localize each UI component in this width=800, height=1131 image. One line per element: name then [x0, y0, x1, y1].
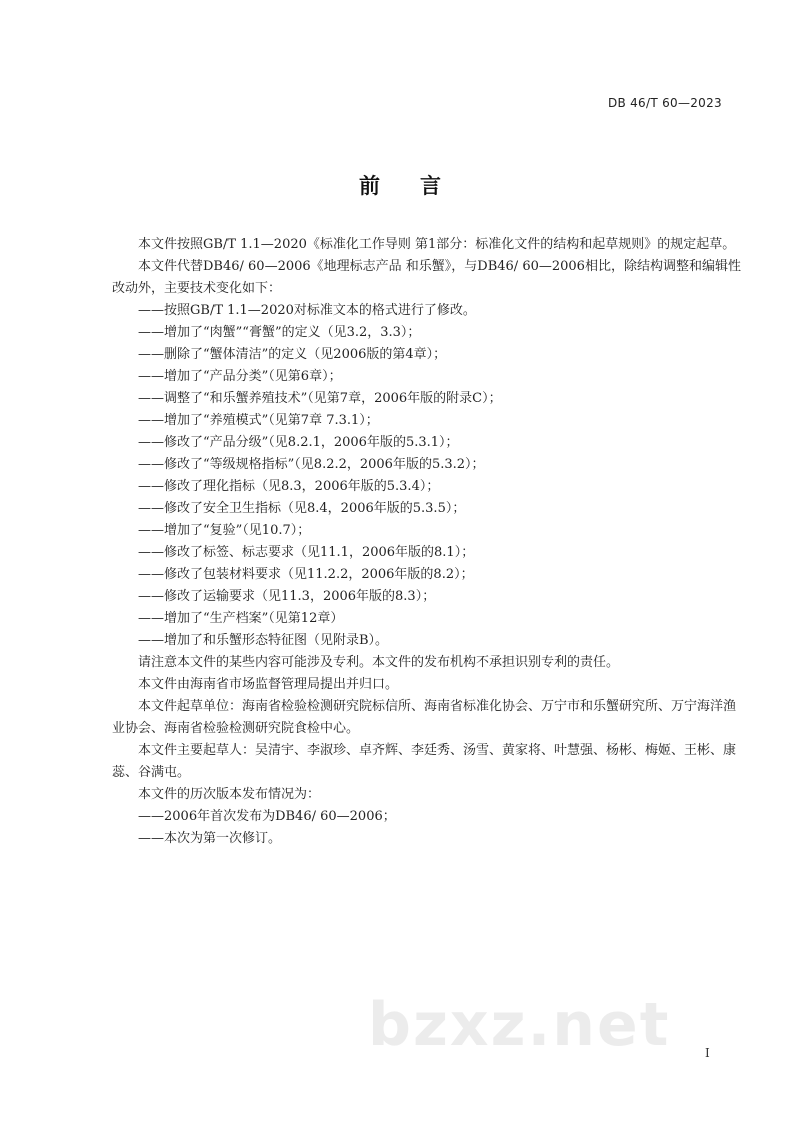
change-item: ——修改了运输要求（见11.3，2006年版的8.3）；	[138, 589, 436, 604]
history-item: ——2006年首次发布为DB46/ 60—2006；	[138, 809, 396, 824]
change-item: ——修改了安全卫生指标（见8.4，2006年版的5.3.5）；	[138, 501, 466, 516]
change-item: ——修改了包装材料要求（见11.2.2，2006年版的8.2）；	[138, 567, 474, 582]
paragraph-drafting-rules: 本文件按照GB/T 1.1—2020《标准化工作导则 第1部分：标准化文件的结构和起草规则》的规定起草。	[138, 237, 736, 252]
title-char-2: 言	[420, 174, 441, 198]
change-item: ——调整了“和乐蟹养殖技术”（见第7章，2006年版的附录C）；	[138, 391, 502, 406]
change-item: ——修改了理化指标（见8.3，2006年版的5.3.4）；	[138, 479, 440, 494]
change-item: ——增加了“复验”（见10.7）；	[138, 523, 311, 538]
change-item: ——增加了和乐蟹形态特征图（见附录B）。	[138, 633, 389, 648]
page-number: I	[705, 1046, 710, 1060]
change-item: ——修改了“等级规格指标”（见8.2.2，2006年版的5.3.2）；	[138, 457, 485, 472]
paragraph-replaces: 本文件代替DB46/ 60—2006《地理标志产品 和乐蟹》，与DB46/ 60—2006相比，除结构调整和编辑性改动外，主要技术变化如下：	[112, 259, 741, 296]
change-item: ——增加了“生产档案”（见第12章）	[138, 611, 344, 626]
patent-notice: 请注意本文件的某些内容可能涉及专利。本文件的发布机构不承担识别专利的责任。	[138, 655, 620, 670]
change-item: ——修改了“产品分级”（见8.2.1，2006年版的5.3.1）；	[138, 435, 459, 450]
history-item: ——本次为第一次修订。	[138, 831, 282, 846]
drafters: 本文件主要起草人：吴清宇、李淑珍、卓齐辉、李廷秀、汤雪、黄家将、叶慧强、杨彬、梅姬、王彬、康蕊、谷满屯。	[112, 743, 737, 780]
drafting-units: 本文件起草单位：海南省检验检测研究院标信所、海南省标准化协会、万宁市和乐蟹研究所、万宁海洋渔业协会、海南省检验检测研究院食检中心。	[112, 699, 737, 736]
change-item: ——增加了“产品分类”（见第6章）；	[138, 369, 342, 384]
history-heading: 本文件的历次版本发布情况为：	[138, 787, 321, 802]
title-char-1: 前	[359, 174, 380, 198]
change-item: ——增加了“养殖模式”（见第7章 7.3.1）；	[138, 413, 379, 428]
change-item: ——删除了“蟹体清洁”的定义（见2006版的第4章）；	[138, 347, 447, 362]
document-code: DB 46/T 60—2023	[607, 96, 722, 110]
change-item: ——修改了标签、标志要求（见11.1，2006年版的8.1）；	[138, 545, 475, 560]
watermark: bzxz.net	[368, 990, 671, 1060]
page-title	[0, 170, 800, 200]
proposer-notice: 本文件由海南省市场监督管理局提出并归口。	[138, 677, 399, 692]
foreword-body	[112, 234, 742, 850]
change-item: ——增加了“肉蟹”“膏蟹”的定义（见3.2，3.3）；	[138, 325, 421, 340]
change-item: ——按照GB/T 1.1—2020对标准文本的格式进行了修改。	[138, 303, 476, 318]
